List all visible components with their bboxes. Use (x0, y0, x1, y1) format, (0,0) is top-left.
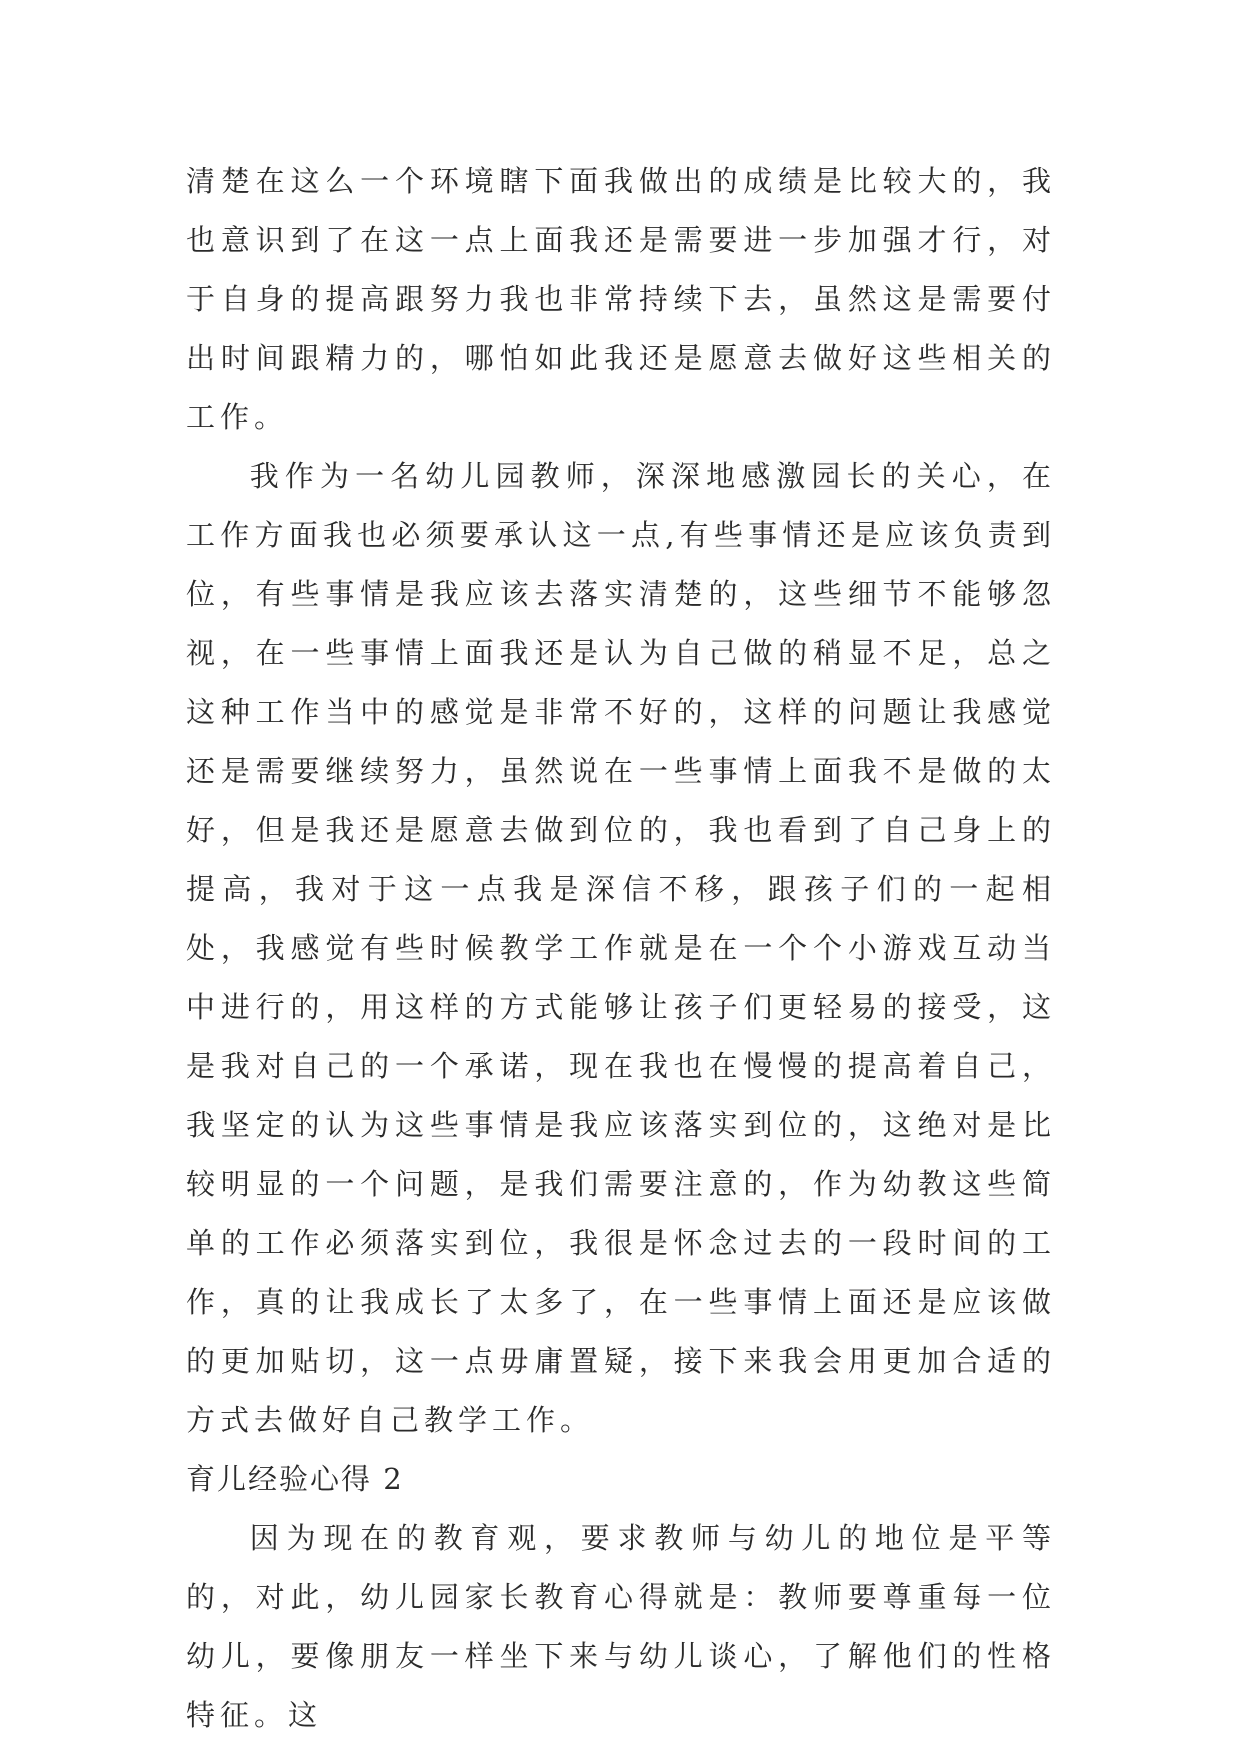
document-body (186, 152, 1056, 1745)
section-heading: 育儿经验心得 2 (186, 1462, 404, 1496)
paragraph-teacher-reflection: 我作为一名幼儿园教师，深深地感激园长的关心，在工作方面我也必须要承认这一点,有些事情还是应该负责到位，有些事情是我应该去落实清楚的，这些细节不能够忽视，在一些事情上面我还是认为自己做的稍显不足，总之这种工作当中的感觉是非常不好的，这样的问题让我感觉还是需要继续努力，虽然说在一些事情上面我不是做的太好，但是我还是愿意去做到位的，我也看到了自己身上的提高，我对于这一点我是深信不移，跟孩子们的一起相处，我感觉有些时候教学工作就是在一个个小游戏互动当中进行的，用这样的方式能够让孩子们更轻易的接受，这是我对自己的一个承诺，现在我也在慢慢的提高着自己，我坚定的认为这些事情是我应该落实到位的，这绝对是比较明显的一个问题，是我们需要注意的，作为幼教这些简单的工作必须落实到位，我很是怀念过去的一段时间的工作，真的让我成长了太多了，在一些事情上面还是应该做的更加贴切，这一点毋庸置疑，接下来我会用更加合适的方式去做好自己教学工作。 (186, 459, 1056, 1437)
paragraph-education-view: 因为现在的教育观，要求教师与幼儿的地位是平等的，对此，幼儿园家长教育心得就是：教师要尊重每一位幼儿，要像朋友一样坐下来与幼儿谈心，了解他们的性格特征。这 (186, 1521, 1056, 1732)
paragraph-continuation: 清楚在这么一个环境瞎下面我做出的成绩是比较大的，我也意识到了在这一点上面我还是需要进一步加强才行，对于自身的提高跟努力我也非常持续下去，虽然这是需要付出时间跟精力的，哪怕如此我还是愿意去做好这些相关的工作。 (186, 164, 1056, 434)
